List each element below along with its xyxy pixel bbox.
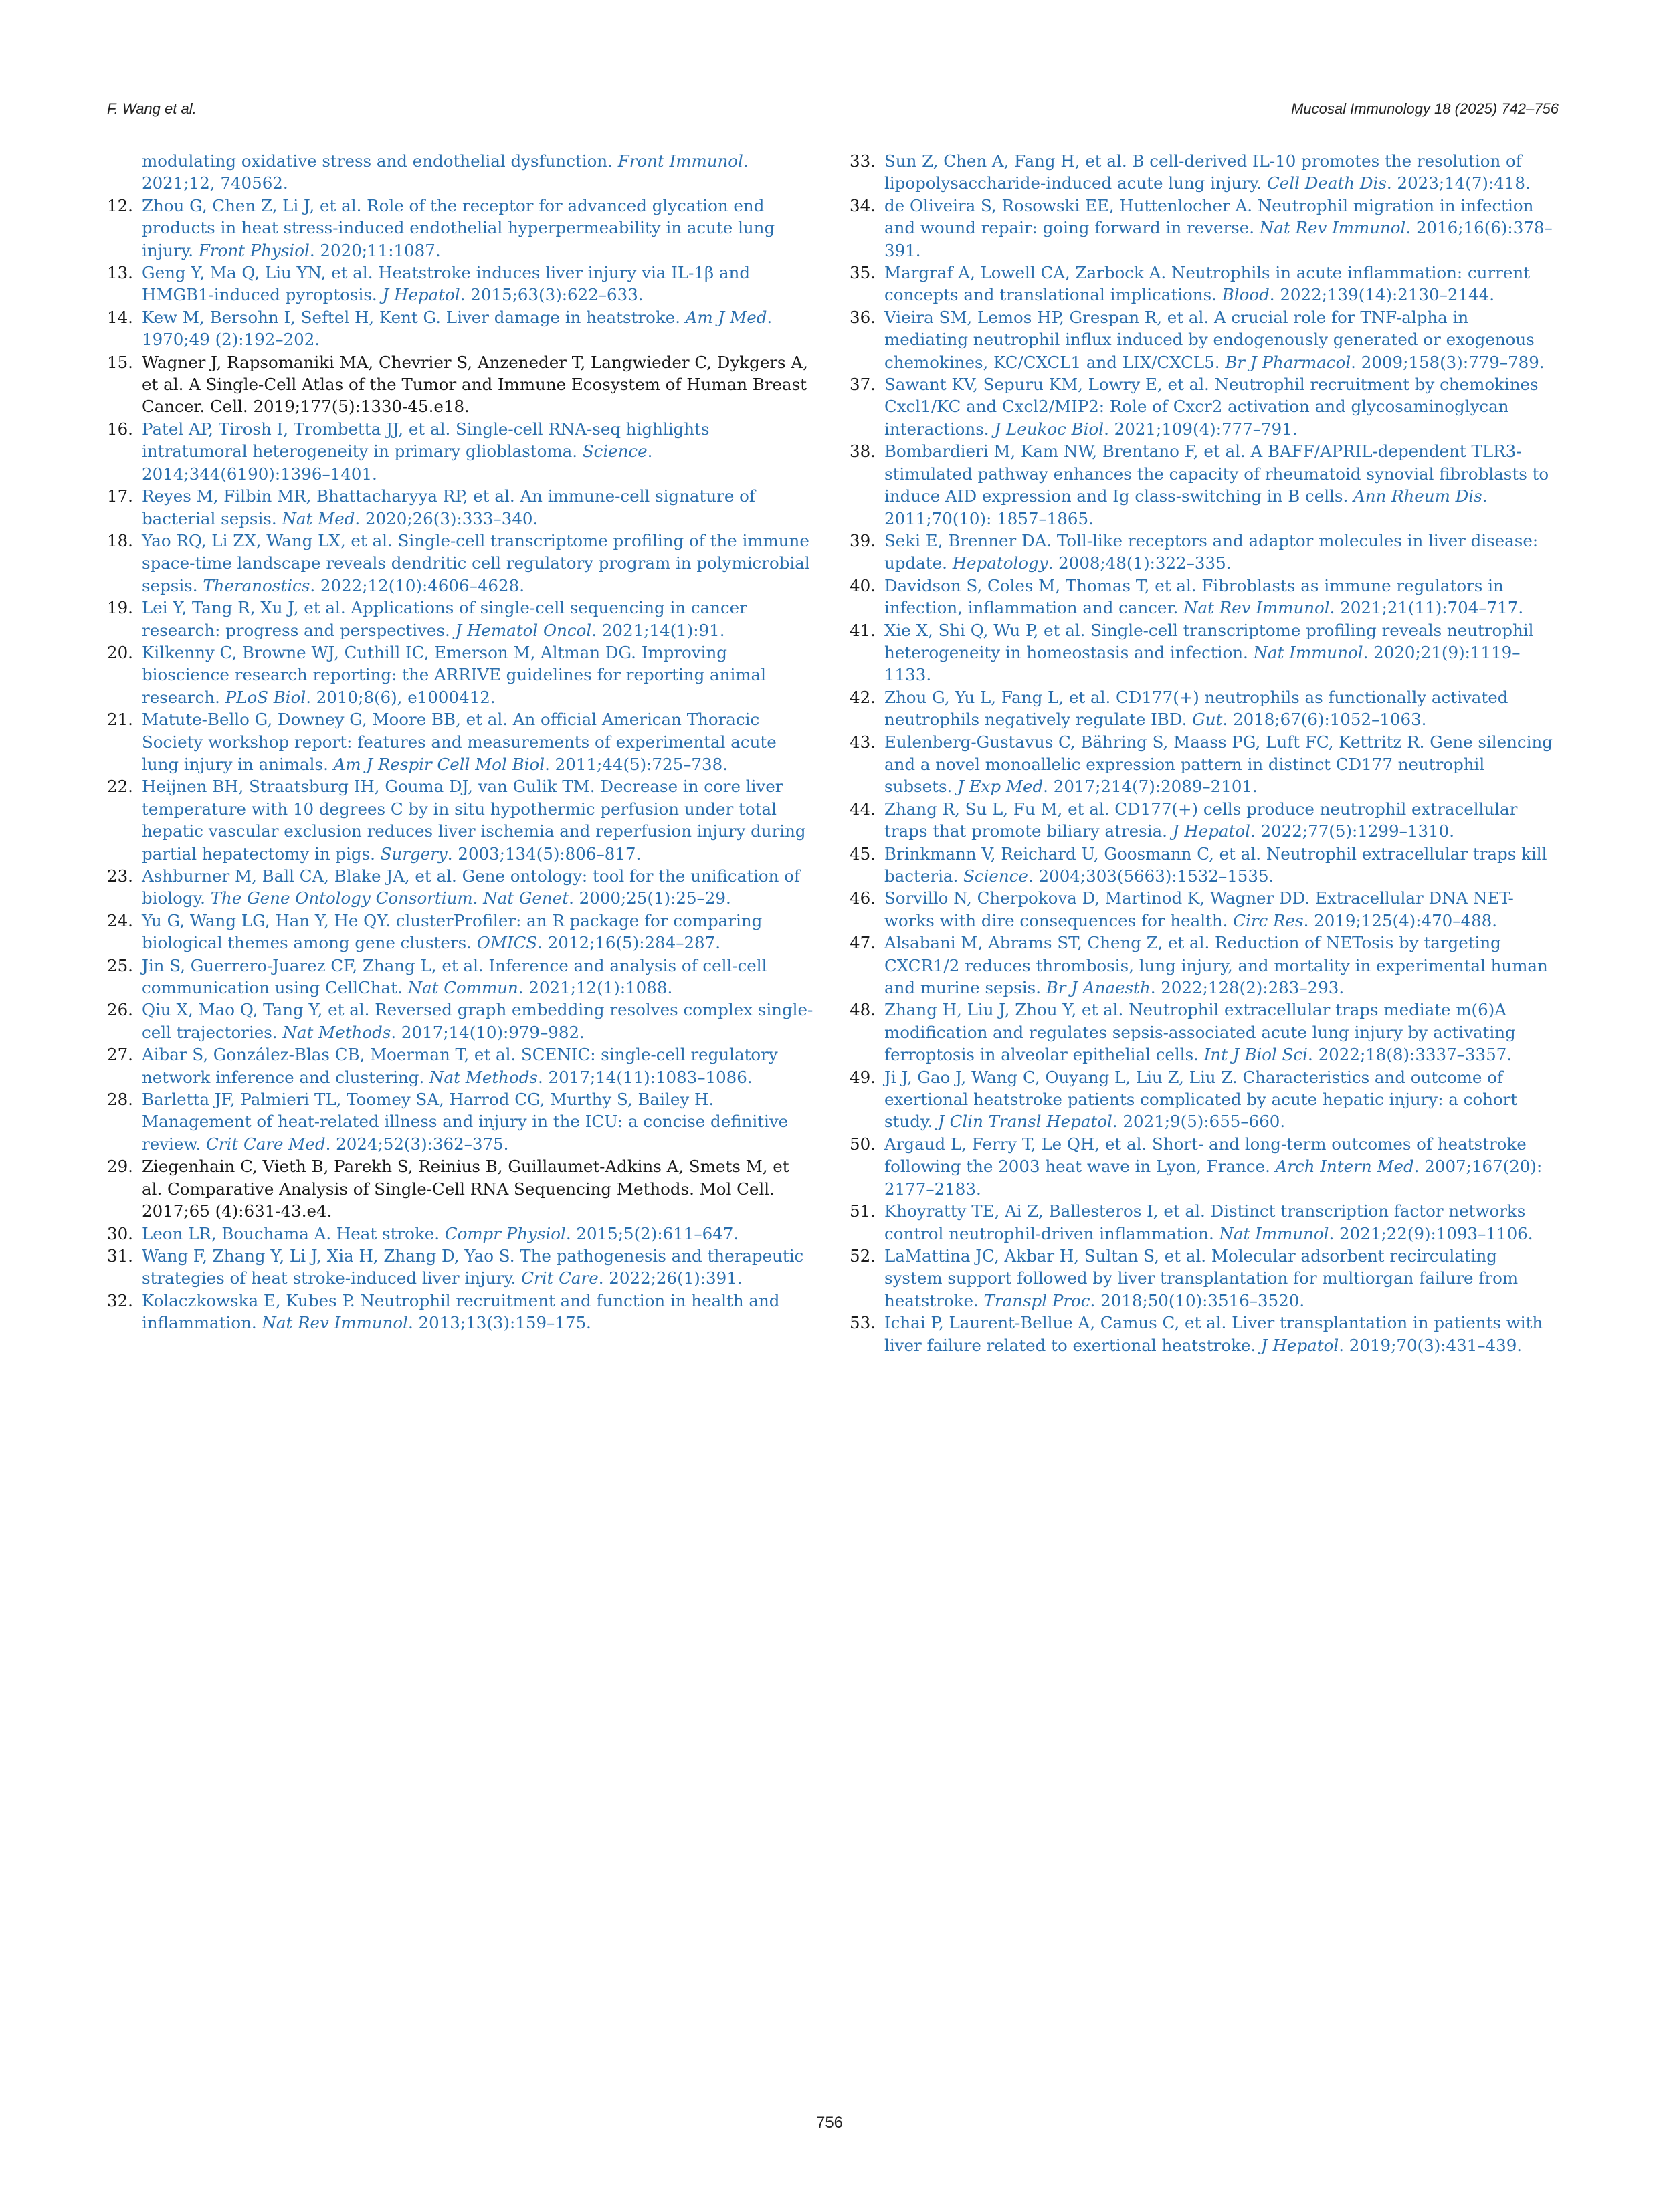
reference-body	[884, 799, 1517, 841]
reference-item[interactable]	[107, 1245, 813, 1290]
reference-body	[142, 710, 777, 774]
references-column-left	[107, 150, 813, 1334]
reference-number: 29.	[107, 1157, 133, 1177]
reference-text: Davidson S, Coles M, Thomas T, et al. Fibroblasts as immune regulators in infection, inflammation and cancer.	[884, 575, 1504, 618]
reference-text: Heijnen BH, Straatsburg IH, Gouma DJ, van Gulik TM. Decrease in core liver temperature with 10 degrees C by in situ hypothermic perfusion under total hepatic vascular exclusion reduces liver ischemia and reperfusion injury during partial hepatectomy in pigs.	[142, 777, 806, 864]
reference-journal: J Hepatol	[382, 285, 460, 305]
reference-item[interactable]	[107, 418, 813, 485]
reference-item[interactable]	[107, 306, 813, 351]
reference-text: Aibar S, González-Blas CB, Moerman T, et al. SCENIC: single-cell regulatory network inference and clustering.	[142, 1045, 778, 1087]
reference-tail: . 2021;12, 740562.	[142, 151, 749, 193]
reference-text: Reyes M, Filbin MR, Bhattacharyya RP, et al. An immune-cell signature of bacterial sepsis.	[142, 486, 755, 528]
reference-text: Sorvillo N, Cherpokova D, Martinod K, Wagner DD. Extracellular DNA NET-works with dire consequences for health.	[884, 888, 1514, 930]
reference-number: 23.	[107, 866, 133, 886]
reference-tail: . 2023;14(7):418.	[1386, 173, 1531, 193]
reference-journal: Nat Rev Immunol	[262, 1313, 408, 1333]
reference-item[interactable]	[850, 262, 1556, 306]
reference-tail: . 2022;18(8):3337–3357.	[1308, 1045, 1512, 1065]
reference-text: Zhou G, Chen Z, Li J, et al. Role of the receptor for advanced glycation end products in heat stress-induced endothelial hyperpermeability in acute lung injury.	[142, 195, 775, 260]
reference-journal: J Hepatol	[1172, 821, 1250, 841]
reference-number: 31.	[107, 1245, 133, 1266]
reference-text: Jin S, Guerrero-Juarez CF, Zhang L, et al. Inference and analysis of cell-cell communication using CellChat.	[142, 955, 767, 998]
reference-item[interactable]	[107, 597, 813, 641]
reference-journal: OMICS	[476, 933, 538, 953]
reference-number: 12.	[107, 195, 133, 215]
reference-body	[142, 1000, 813, 1041]
reference-number: 28.	[107, 1090, 133, 1110]
reference-body	[884, 621, 1533, 685]
reference-journal: Nat Rev Immunol	[1183, 598, 1330, 618]
reference-item[interactable]	[850, 843, 1556, 888]
reference-text: Eulenberg-Gustavus C, Bähring S, Maass PG, Luft FC, Kettritz R. Gene silencing and a novel monoallelic expression pattern in distinct CD177 neutrophil subsets.	[884, 732, 1553, 797]
reference-item[interactable]	[107, 1290, 813, 1334]
reference-number: 49.	[850, 1067, 876, 1087]
reference-journal: Nat Immunol	[1253, 642, 1363, 662]
reference-journal: Nat Rev Immunol	[1259, 218, 1406, 238]
reference-number: 50.	[850, 1134, 876, 1154]
reference-text: Ashburner M, Ball CA, Blake JA, et al. Gene ontology: tool for the unification of biology.	[142, 866, 801, 908]
reference-tail: . 2021;109(4):777–791.	[1104, 419, 1298, 439]
reference-tail: . 2021;22(9):1093–1106.	[1329, 1223, 1533, 1243]
reference-number: 35.	[850, 263, 876, 283]
reference-item[interactable]	[850, 1312, 1556, 1356]
running-header-journal: Mucosal Immunology 18 (2025) 742–756	[1291, 100, 1559, 117]
reference-tail: . 2009;158(3):779–789.	[1351, 352, 1545, 372]
reference-tail: . 2022;77(5):1299–1310.	[1250, 821, 1454, 841]
references-column-right	[850, 150, 1556, 1356]
reference-body	[884, 732, 1553, 797]
reference-item[interactable]	[850, 999, 1556, 1066]
reference-text: Ziegenhain C, Vieth B, Parekh S, Reinius B, Guillaumet-Adkins A, Smets M, et al. Comparative Analysis of Single-Cell RNA Sequencing Methods. Mol Cell. 2017;65 (4):631-43.e4.	[142, 1157, 789, 1221]
reference-text: Sun Z, Chen A, Fang H, et al. B cell-derived IL-10 promotes the resolution of lipopolysaccharide-induced acute lung injury.	[884, 151, 1522, 193]
reference-tail: . 2021;12(1):1088.	[518, 978, 673, 998]
reference-item[interactable]	[107, 910, 813, 954]
reference-body	[884, 308, 1545, 372]
reference-tail: . 2003;134(5):806–817.	[447, 843, 642, 864]
reference-text: Argaud L, Ferry T, Le QH, et al. Short- and long-term outcomes of heatstroke following the 2003 heat wave in Lyon, France.	[884, 1134, 1527, 1177]
reference-item[interactable]	[850, 619, 1556, 686]
reference-body	[142, 777, 806, 863]
reference-number: 19.	[107, 598, 133, 618]
reference-text: Ji J, Gao J, Wang C, Ouyang L, Liu Z, Liu Z. Characteristics and outcome of exertional heatstroke patients complicated by acute hepatic injury: a cohort study.	[884, 1067, 1518, 1132]
reference-tail: . 2022;26(1):391.	[598, 1268, 743, 1288]
reference-body	[884, 196, 1553, 260]
reference-journal: Nat Methods	[282, 1022, 391, 1042]
reference-body	[884, 375, 1539, 439]
reference-item[interactable]	[850, 575, 1556, 619]
reference-number: 20.	[107, 642, 133, 662]
reference-number: 24.	[107, 910, 133, 930]
reference-item[interactable]	[850, 798, 1556, 843]
reference-tail: . 2014;344(6190):1396–1401.	[142, 441, 653, 484]
reference-journal: Compr Physiol	[444, 1223, 566, 1243]
reference-item[interactable]	[850, 1133, 1556, 1200]
reference-tail: . 2017;14(10):979–982.	[391, 1022, 585, 1042]
reference-item[interactable]	[850, 195, 1556, 262]
reference-item[interactable]	[850, 731, 1556, 798]
running-header-authors: F. Wang et al.	[107, 100, 197, 117]
reference-number: 46.	[850, 888, 876, 908]
reference-item[interactable]	[850, 373, 1556, 440]
reference-text: Patel AP, Tirosh I, Trombetta JJ, et al. Single-cell RNA-seq highlights intratumoral heterogeneity in primary glioblastoma.	[142, 419, 710, 462]
reference-journal: Ann Rheum Dis	[1353, 486, 1482, 506]
reference-journal: Surgery	[380, 843, 448, 864]
reference-text: Seki E, Brenner DA. Toll-like receptors and adaptor molecules in liver disease: update.	[884, 530, 1539, 573]
reference-body	[142, 1291, 780, 1332]
reference-item[interactable]	[850, 686, 1556, 731]
reference-journal: Nat Immunol	[1219, 1223, 1329, 1243]
reference-tail: . 2016;16(6):378–391.	[884, 218, 1553, 260]
reference-journal: Br J Anaesth	[1046, 978, 1151, 998]
reference-number: 33.	[850, 151, 876, 171]
reference-number: 27.	[107, 1045, 133, 1065]
reference-text: Wagner J, Rapsomaniki MA, Chevrier S, Anzeneder T, Langwieder C, Dykgers A, et al. A Single-Cell Atlas of the Tumor and Immune Ecosystem of Human Breast Cancer. Cell. 2019;177(5):1330-45.e18.	[142, 352, 808, 417]
reference-text: Matute-Bello G, Downey G, Moore BB, et al. An official American Thoracic Society workshop report: features and measurements of experimental acute lung injury in animals.	[142, 710, 777, 774]
reference-text: Yao RQ, Li ZX, Wang LX, et al. Single-cell transcriptome profiling of the immune space-time landscape reveals dendritic cell regulatory program in polymicrobial sepsis.	[142, 530, 810, 595]
reference-body	[884, 844, 1547, 886]
reference-tail: . 2012;16(5):284–287.	[537, 933, 721, 953]
reference-body	[884, 441, 1549, 528]
reference-item[interactable]	[850, 887, 1556, 932]
reference-journal: J Hepatol	[1261, 1335, 1339, 1355]
reference-tail: . 2020;26(3):333–340.	[355, 508, 539, 528]
reference-journal: Nat Commun	[407, 978, 518, 998]
reference-journal: Crit Care Med	[206, 1134, 326, 1154]
page-number: 756	[815, 2114, 844, 2132]
reference-number: 25.	[107, 955, 133, 975]
reference-tail: . 2019;70(3):431–439.	[1339, 1335, 1523, 1355]
reference-item	[107, 351, 813, 418]
reference-body	[142, 1045, 778, 1086]
reference-number: 37.	[850, 375, 876, 395]
reference-number: 53.	[850, 1313, 876, 1333]
reference-list-right	[850, 150, 1556, 1356]
reference-item[interactable]	[850, 1066, 1556, 1133]
reference-item[interactable]	[850, 1200, 1556, 1245]
reference-body	[142, 353, 808, 417]
reference-item[interactable]	[850, 306, 1556, 373]
reference-text: Vieira SM, Lemos HP, Grespan R, et al. A crucial role for TNF-alpha in mediating neutrophil influx induced by endogenously generated or exogenous chemokines, KC/CXCL1 and LIX/CXCL5.	[884, 307, 1535, 372]
reference-item[interactable]	[107, 708, 813, 775]
reference-journal: Theranostics	[203, 575, 310, 595]
reference-body	[884, 933, 1548, 997]
reference-number: 45.	[850, 843, 876, 864]
reference-body	[142, 1246, 803, 1288]
reference-text: Lei Y, Tang R, Xu J, et al. Applications of single-cell sequencing in cancer research: progress and perspectives.	[142, 598, 747, 640]
reference-item[interactable]	[107, 641, 813, 708]
reference-text: Sawant KV, Sepuru KM, Lowry E, et al. Neutrophil recruitment by chemokines Cxcl1/KC and Cxcl2/MIP2: Role of Cxcr2 activation and glycosaminoglycan interactions.	[884, 375, 1539, 439]
reference-body	[884, 1246, 1518, 1310]
reference-tail: . 2015;63(3):622–633.	[460, 285, 644, 305]
reference-text: Geng Y, Ma Q, Liu YN, et al. Heatstroke induces liver injury via IL-1β and HMGB1-induced pyroptosis.	[142, 263, 751, 305]
reference-tail: . 2024;52(3):362–375.	[325, 1134, 509, 1154]
reference-number: 41.	[850, 620, 876, 640]
reference-text: Kilkenny C, Browne WJ, Cuthill IC, Emerson M, Altman DG. Improving bioscience research reporting: the ARRIVE guidelines for reporting animal research.	[142, 642, 766, 707]
reference-number: 42.	[850, 687, 876, 707]
reference-body	[884, 1000, 1516, 1064]
reference-tail: . 2011;70(10): 1857–1865.	[884, 486, 1488, 528]
reference-tail: . 2020;21(9):1119–1133.	[884, 642, 1521, 685]
reference-item[interactable]	[107, 1043, 813, 1088]
reference-item[interactable]	[107, 485, 813, 530]
reference-number: 14.	[107, 307, 133, 327]
reference-item[interactable]	[850, 1245, 1556, 1312]
reference-tail: . 2022;128(2):283–293.	[1150, 978, 1345, 998]
reference-number: 15.	[107, 352, 133, 372]
reference-tail: . 1970;49 (2):192–202.	[142, 307, 773, 350]
reference-number: 30.	[107, 1223, 133, 1243]
reference-body	[884, 1068, 1517, 1132]
reference-text: Xie X, Shi Q, Wu P, et al. Single-cell transcriptome profiling reveals neutrophil heterogeneity in homeostasis and infection.	[884, 620, 1534, 662]
reference-journal: Gut	[1192, 710, 1223, 730]
reference-text: Yu G, Wang LG, Han Y, He QY. clusterProfiler: an R package for comparing biological themes among gene clusters.	[142, 910, 763, 953]
reference-body	[884, 576, 1523, 617]
reference-number: 36.	[850, 307, 876, 327]
reference-tail: . 2011;44(5):725–738.	[545, 754, 728, 774]
reference-tail: . 2017;14(11):1083–1086.	[537, 1067, 753, 1087]
reference-text: Zhang R, Su L, Fu M, et al. CD177(+) cells produce neutrophil extracellular traps that promote biliary atresia.	[884, 799, 1518, 841]
reference-tail: . 2008;48(1):322–335.	[1048, 553, 1232, 573]
reference-number: 21.	[107, 710, 133, 730]
reference-journal: Br J Pharmacol	[1225, 352, 1351, 372]
reference-journal: J Hematol Oncol	[455, 620, 592, 640]
reference-body	[142, 1224, 739, 1243]
reference-tail: . 2004;303(5663):1532–1535.	[1028, 866, 1274, 886]
reference-body	[884, 888, 1514, 930]
reference-text: Kolaczkowska E, Kubes P. Neutrophil recruitment and function in health and inflammation.	[142, 1290, 780, 1333]
reference-body	[142, 1157, 789, 1221]
reference-number: 16.	[107, 419, 133, 439]
reference-text: Bombardieri M, Kam NW, Brentano F, et al. A BAFF/APRIL-dependent TLR3-stimulated pathway enhances the capacity of rheumatoid synovial fibroblasts to induce AID expression and Ig class-switching in B cells.	[884, 441, 1549, 506]
reference-body	[142, 196, 775, 260]
reference-journal: Front Physiol	[198, 240, 310, 260]
reference-body	[142, 1090, 788, 1154]
reference-number: 34.	[850, 195, 876, 215]
reference-journal: J Leukoc Biol	[994, 419, 1104, 439]
reference-tail: . 2022;139(14):2130–2144.	[1269, 285, 1494, 305]
reference-item[interactable]	[107, 999, 813, 1043]
reference-tail: . 2018;67(6):1052–1063.	[1222, 710, 1427, 730]
reference-item[interactable]	[107, 1223, 813, 1245]
reference-journal: Crit Care	[521, 1268, 599, 1288]
reference-journal: J Exp Med	[957, 777, 1044, 797]
reference-journal: The Gene Ontology Consortium. Nat Genet	[210, 888, 569, 908]
reference-text: Barletta JF, Palmieri TL, Toomey SA, Harrod CG, Murthy S, Bailey H. Management of heat-related illness and injury in the ICU: a concise definitive review.	[142, 1090, 789, 1154]
reference-text: Leon LR, Bouchama A. Heat stroke.	[142, 1223, 445, 1243]
reference-text: Zhou G, Yu L, Fang L, et al. CD177(+) neutrophils as functionally activated neutrophils negatively regulate IBD.	[884, 687, 1508, 730]
reference-text: modulating oxidative stress and endothelial dysfunction.	[142, 151, 618, 171]
reference-number: 32.	[107, 1290, 133, 1310]
reference-body	[142, 308, 772, 349]
reference-tail: . 2017;214(7):2089–2101.	[1043, 777, 1258, 797]
reference-text: Zhang H, Liu J, Zhou Y, et al. Neutrophil extracellular traps mediate m(6)A modification and regulates sepsis-associated acute lung injury by activating ferroptosis in alveolar epithelial cells.	[884, 1000, 1516, 1065]
reference-number: 48.	[850, 1000, 876, 1020]
reference-body	[142, 531, 810, 595]
reference-tail: . 2020;11:1087.	[309, 240, 441, 260]
reference-journal: Science	[963, 866, 1028, 886]
reference-number: 44.	[850, 799, 876, 819]
reference-body	[142, 643, 766, 707]
reference-tail: . 2018;50(10):3516–3520.	[1090, 1290, 1305, 1310]
reference-journal: Science	[582, 441, 648, 462]
reference-body	[142, 956, 767, 997]
reference-number: 43.	[850, 732, 876, 752]
reference-tail: . 2019;125(4):470–488.	[1303, 910, 1498, 930]
reference-text: de Oliveira S, Rosowski EE, Huttenlocher A. Neutrophil migration in infection and wound repair: going forward in reverse.	[884, 195, 1534, 238]
reference-number: 47.	[850, 933, 876, 953]
reference-text: Kew M, Bersohn I, Seftel H, Kent G. Liver damage in heatstroke.	[142, 307, 686, 327]
reference-number: 22.	[107, 777, 133, 797]
reference-text: Margraf A, Lowell CA, Zarbock A. Neutrophils in acute inflammation: current concepts and translational implications.	[884, 263, 1530, 305]
reference-body	[884, 531, 1538, 573]
reference-number: 26.	[107, 1000, 133, 1020]
reference-number: 18.	[107, 530, 133, 550]
reference-item[interactable]	[850, 440, 1556, 530]
reference-number: 52.	[850, 1245, 876, 1266]
reference-body	[142, 486, 755, 528]
reference-number: 13.	[107, 263, 133, 283]
reference-journal: Am J Med	[685, 307, 767, 327]
reference-tail: . 2013;13(3):159–175.	[407, 1313, 591, 1333]
reference-body	[142, 866, 800, 908]
reference-item[interactable]	[107, 775, 813, 865]
reference-tail: . 2000;25(1):25–29.	[569, 888, 731, 908]
reference-item[interactable]	[107, 530, 813, 597]
reference-journal: Circ Res	[1233, 910, 1304, 930]
reference-journal: Hepatology	[952, 553, 1048, 573]
reference-item[interactable]	[107, 954, 813, 999]
reference-number: 51.	[850, 1201, 876, 1221]
reference-item[interactable]	[107, 262, 813, 306]
reference-body	[884, 688, 1508, 729]
reference-text: Alsabani M, Abrams ST, Cheng Z, et al. Reduction of NETosis by targeting CXCR1/2 reduces thrombosis, lung injury, and mortality in experimental human and murine sepsis.	[884, 933, 1548, 998]
reference-text: Qiu X, Mao Q, Tang Y, et al. Reversed graph embedding resolves complex single-cell trajectories.	[142, 1000, 813, 1042]
reference-tail: . 2015;5(2):611–647.	[565, 1223, 739, 1243]
reference-text: Khoyratty TE, Ai Z, Ballesteros I, et al. Distinct transcription factor networks control neutrophil-driven inflammation.	[884, 1201, 1526, 1243]
reference-body	[884, 1134, 1542, 1199]
reference-item[interactable]	[850, 932, 1556, 999]
reference-body	[142, 911, 762, 952]
reference-journal: Nat Med	[282, 508, 355, 528]
reference-number: 39.	[850, 530, 876, 550]
reference-journal: Int J Biol Sci	[1203, 1045, 1308, 1065]
reference-item	[107, 1155, 813, 1222]
reference-item[interactable]	[107, 1088, 813, 1155]
reference-tail: . 2010;8(6), e1000412.	[306, 687, 496, 707]
reference-continuation[interactable]	[107, 150, 813, 195]
reference-body	[142, 598, 747, 639]
reference-body	[142, 419, 709, 484]
reference-text: Ichai P, Laurent-Bellue A, Camus C, et al. Liver transplantation in patients with liver failure related to exertional heatstroke.	[884, 1313, 1543, 1355]
reference-text: Brinkmann V, Reichard U, Goosmann C, et al. Neutrophil extracellular traps kill bacteria.	[884, 843, 1547, 886]
reference-item[interactable]	[107, 195, 813, 262]
reference-text: LaMattina JC, Akbar H, Sultan S, et al. Molecular adsorbent recirculating system support followed by liver transplantation for multiorgan failure from heatstroke.	[884, 1245, 1519, 1310]
reference-body	[884, 1313, 1543, 1354]
reference-journal: Cell Death Dis	[1266, 173, 1387, 193]
reference-tail: . 2021;9(5):655–660.	[1112, 1112, 1286, 1132]
reference-body	[142, 263, 750, 304]
reference-number: 38.	[850, 441, 876, 462]
reference-journal: PLoS Biol	[225, 687, 306, 707]
reference-item[interactable]	[107, 865, 813, 910]
reference-number: 17.	[107, 486, 133, 506]
reference-journal: Arch Intern Med	[1275, 1157, 1414, 1177]
reference-journal: J Clin Transl Hepatol	[938, 1112, 1112, 1132]
reference-tail: . 2007;167(20): 2177–2183.	[884, 1157, 1543, 1199]
reference-body	[884, 151, 1531, 193]
reference-journal: Am J Respir Cell Mol Biol	[333, 754, 545, 774]
reference-list-left	[107, 195, 813, 1334]
reference-text: Wang F, Zhang Y, Li J, Xia H, Zhang D, Yao S. The pathogenesis and therapeutic strategies of heat stroke-induced liver injury.	[142, 1245, 804, 1288]
reference-tail: . 2021;21(11):704–717.	[1329, 598, 1524, 618]
reference-journal: Blood	[1222, 285, 1270, 305]
reference-journal: Nat Methods	[429, 1067, 538, 1087]
reference-journal: Front Immunol	[617, 151, 743, 171]
reference-tail: . 2022;12(10):4606–4628.	[310, 575, 524, 595]
reference-number: 40.	[850, 575, 876, 595]
reference-item[interactable]	[850, 530, 1556, 575]
reference-item[interactable]	[850, 150, 1556, 195]
reference-body	[884, 1201, 1533, 1243]
reference-tail: . 2021;14(1):91.	[591, 620, 725, 640]
reference-body	[884, 263, 1530, 304]
reference-journal: Transpl Proc	[983, 1290, 1090, 1310]
